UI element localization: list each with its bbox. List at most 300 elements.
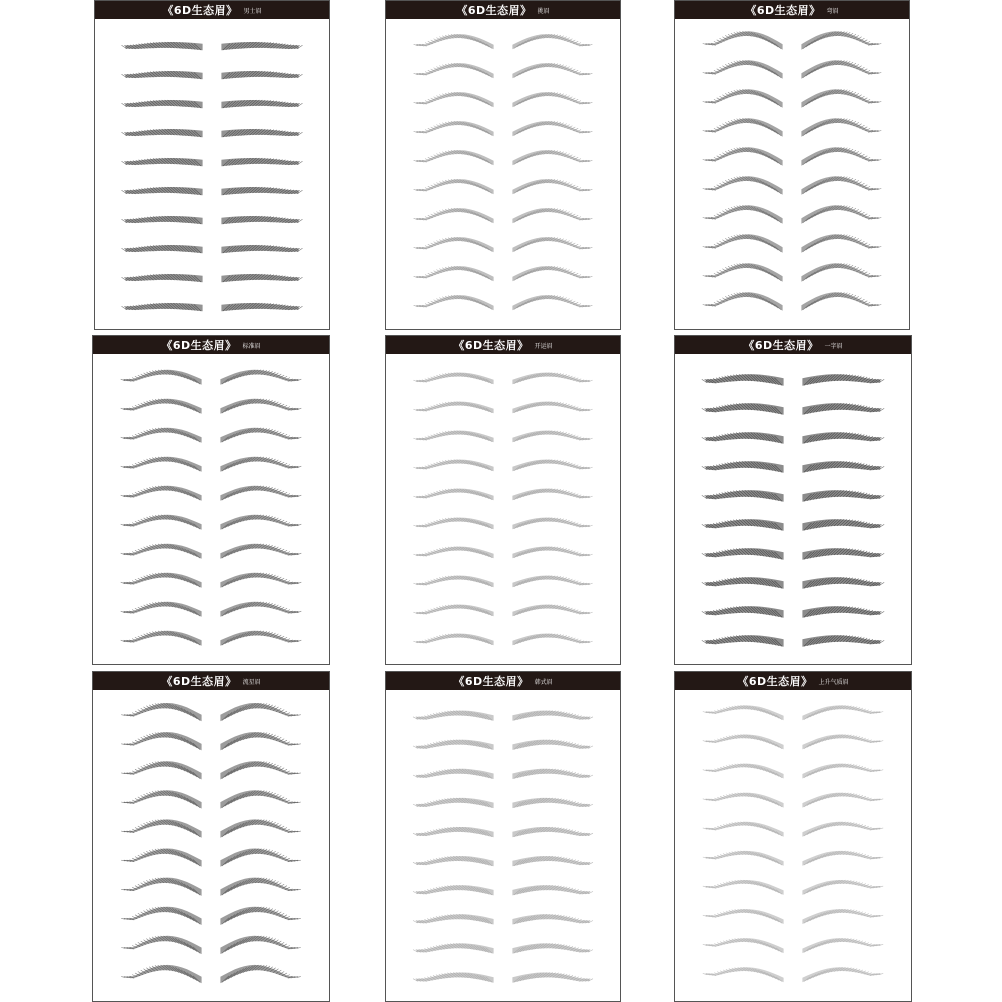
brow-shape [802, 851, 880, 866]
right-eyebrow [512, 373, 592, 385]
right-eyebrow [801, 234, 881, 252]
left-eyebrow [703, 735, 784, 750]
right-eyebrow [512, 63, 592, 78]
eyebrow-pairs-svg [386, 19, 620, 329]
right-eyebrow [802, 909, 883, 924]
brow-shape [220, 631, 298, 646]
left-eyebrow [703, 705, 784, 720]
right-eyebrow [220, 573, 301, 588]
left-eyebrow [414, 34, 494, 49]
left-eyebrow [121, 515, 202, 530]
left-eyebrow [121, 370, 202, 385]
sheet-header [675, 672, 911, 690]
sheet-subtitle: 开运眉 [534, 342, 553, 350]
brow-shape [801, 176, 878, 194]
left-eyebrow [702, 606, 784, 618]
eyebrow-sheet-9 [674, 671, 912, 1002]
eyebrow-sheet-4 [92, 335, 330, 665]
right-eyebrow [221, 129, 302, 137]
eyebrow-grid [386, 690, 620, 1001]
brow-shape [705, 205, 782, 223]
left-eyebrow [122, 187, 203, 195]
left-eyebrow [702, 548, 784, 560]
right-eyebrow [221, 303, 302, 311]
brow-shape [705, 31, 782, 49]
right-eyebrow [801, 263, 881, 281]
left-eyebrow [413, 373, 493, 385]
right-eyebrow [802, 851, 883, 866]
right-eyebrow [512, 150, 592, 165]
sheet-subtitle: 一字眉 [824, 342, 843, 350]
brow-shape [705, 292, 782, 310]
brow-shape [220, 732, 298, 750]
left-eyebrow [703, 822, 784, 837]
left-eyebrow [703, 31, 783, 49]
left-eyebrow [702, 577, 784, 589]
brow-shape [220, 936, 298, 954]
right-eyebrow [512, 518, 592, 530]
left-eyebrow [413, 431, 493, 443]
left-eyebrow [703, 118, 783, 136]
eyebrow-pairs-svg [93, 690, 329, 1001]
eyebrow-pairs-svg [386, 690, 620, 1001]
left-eyebrow [413, 460, 493, 472]
brow-shape [124, 819, 202, 837]
eyebrow-sheet-8 [385, 671, 621, 1002]
brow-shape [220, 849, 298, 867]
left-eyebrow [703, 292, 783, 310]
brow-shape [801, 60, 878, 78]
sheet-subtitle: 标准眉 [242, 342, 261, 350]
left-eyebrow [414, 179, 494, 194]
right-eyebrow [220, 515, 301, 530]
sheet-header [386, 1, 620, 19]
sheet-title: 《6D生态眉》 [161, 675, 237, 688]
brow-shape [220, 790, 298, 808]
brow-shape [706, 822, 784, 837]
right-eyebrow [512, 208, 592, 223]
right-eyebrow [512, 769, 593, 779]
left-eyebrow [702, 490, 784, 502]
right-eyebrow [221, 187, 302, 195]
left-eyebrow [413, 402, 493, 414]
sheet-header [675, 336, 911, 354]
left-eyebrow [703, 147, 783, 165]
left-eyebrow [413, 827, 494, 837]
brow-shape [706, 909, 784, 924]
right-eyebrow [802, 432, 884, 444]
eyebrow-sheet-1 [94, 0, 330, 330]
right-eyebrow [802, 735, 883, 750]
right-eyebrow [512, 402, 592, 414]
right-eyebrow [220, 703, 300, 721]
right-eyebrow [512, 605, 592, 617]
brow-shape [801, 118, 878, 136]
left-eyebrow [413, 605, 493, 617]
eyebrow-grid [675, 690, 911, 1001]
left-eyebrow [121, 573, 202, 588]
left-eyebrow [414, 266, 494, 281]
right-eyebrow [801, 31, 881, 49]
eyebrow-grid [95, 19, 329, 329]
right-eyebrow [220, 457, 301, 472]
right-eyebrow [220, 907, 300, 925]
right-eyebrow [512, 943, 593, 953]
right-eyebrow [512, 460, 592, 472]
left-eyebrow [702, 635, 784, 647]
left-eyebrow [413, 973, 494, 983]
brow-shape [124, 573, 202, 588]
brow-shape [124, 790, 202, 808]
left-eyebrow [122, 303, 203, 311]
left-eyebrow [703, 880, 784, 895]
brow-shape [220, 573, 298, 588]
brow-shape [706, 880, 784, 895]
eyebrow-pairs-svg [386, 354, 620, 664]
brow-shape [801, 234, 878, 252]
left-eyebrow [702, 432, 784, 444]
left-eyebrow [703, 938, 784, 953]
right-eyebrow [512, 973, 593, 983]
brow-shape [220, 819, 298, 837]
brow-shape [220, 703, 298, 721]
left-eyebrow [413, 634, 493, 646]
left-eyebrow [414, 63, 494, 78]
right-eyebrow [512, 179, 592, 194]
left-eyebrow [413, 769, 494, 779]
left-eyebrow [413, 885, 494, 895]
sheet-title: 《6D生态眉》 [453, 675, 529, 688]
right-eyebrow [221, 245, 302, 253]
left-eyebrow [121, 965, 201, 983]
right-eyebrow [221, 100, 302, 108]
left-eyebrow [121, 544, 202, 559]
right-eyebrow [220, 544, 301, 559]
left-eyebrow [703, 176, 783, 194]
brow-shape [801, 205, 878, 223]
eyebrow-grid [93, 354, 329, 664]
right-eyebrow [221, 274, 302, 282]
sheet-title: 《6D生态眉》 [161, 339, 237, 352]
right-eyebrow [802, 577, 884, 589]
eyebrow-grid [675, 19, 909, 329]
sheet-header [93, 336, 329, 354]
eyebrow-pairs-svg [675, 354, 911, 664]
brow-shape [706, 735, 784, 750]
left-eyebrow [121, 602, 202, 617]
brow-shape [801, 89, 878, 107]
eyebrow-pairs-svg [93, 354, 329, 664]
sheet-header [93, 672, 329, 690]
right-eyebrow [512, 576, 592, 588]
left-eyebrow [121, 761, 201, 779]
brow-shape [705, 263, 782, 281]
sheet-subtitle: 挑眉 [537, 7, 550, 15]
right-eyebrow [801, 176, 881, 194]
left-eyebrow [121, 457, 202, 472]
right-eyebrow [802, 880, 883, 895]
left-eyebrow [121, 790, 201, 808]
left-eyebrow [414, 92, 494, 107]
left-eyebrow [121, 907, 201, 925]
right-eyebrow [220, 370, 301, 385]
left-eyebrow [121, 936, 201, 954]
left-eyebrow [703, 851, 784, 866]
brow-shape [124, 631, 202, 646]
left-eyebrow [122, 100, 203, 108]
brow-shape [705, 176, 782, 194]
sheet-subtitle: 上升气质眉 [818, 678, 849, 686]
right-eyebrow [512, 92, 592, 107]
brow-shape [124, 370, 202, 385]
right-eyebrow [512, 547, 592, 559]
left-eyebrow [703, 205, 783, 223]
left-eyebrow [413, 856, 494, 866]
brow-shape [706, 938, 784, 953]
brow-shape [801, 147, 878, 165]
right-eyebrow [221, 42, 302, 50]
brow-shape [220, 602, 298, 617]
brow-shape [802, 793, 880, 808]
brow-shape [706, 793, 784, 808]
right-eyebrow [801, 60, 881, 78]
right-eyebrow [220, 849, 300, 867]
sheet-title: 《6D生态眉》 [745, 4, 821, 17]
brow-shape [220, 965, 298, 983]
brow-shape [220, 457, 298, 472]
sheet-title: 《6D生态眉》 [737, 675, 813, 688]
left-eyebrow [413, 798, 494, 808]
right-eyebrow [512, 295, 592, 310]
brow-shape [220, 515, 298, 530]
right-eyebrow [801, 292, 881, 310]
brow-shape [802, 909, 880, 924]
left-eyebrow [121, 878, 201, 896]
right-eyebrow [802, 374, 884, 386]
brow-shape [124, 515, 202, 530]
brow-shape [220, 486, 298, 501]
left-eyebrow [121, 703, 201, 721]
eyebrow-grid [386, 354, 620, 664]
eyebrow-grid [93, 690, 329, 1001]
left-eyebrow [121, 819, 201, 837]
right-eyebrow [220, 761, 300, 779]
left-eyebrow [413, 547, 493, 559]
brow-shape [802, 705, 880, 720]
brow-shape [801, 263, 878, 281]
right-eyebrow [802, 635, 884, 647]
right-eyebrow [512, 885, 593, 895]
right-eyebrow [802, 519, 884, 531]
right-eyebrow [802, 822, 883, 837]
brow-shape [705, 147, 782, 165]
sheet-title: 《6D生态眉》 [743, 339, 819, 352]
brow-shape [802, 880, 880, 895]
left-eyebrow [122, 216, 203, 224]
right-eyebrow [512, 431, 592, 443]
right-eyebrow [801, 118, 881, 136]
sheet-title: 《6D生态眉》 [453, 339, 529, 352]
brow-shape [802, 764, 880, 779]
brow-shape [220, 428, 298, 443]
right-eyebrow [801, 147, 881, 165]
left-eyebrow [121, 486, 202, 501]
right-eyebrow [512, 711, 593, 721]
right-eyebrow [220, 965, 300, 983]
eyebrow-pairs-svg [95, 19, 329, 329]
left-eyebrow [703, 793, 784, 808]
left-eyebrow [122, 129, 203, 137]
right-eyebrow [802, 793, 883, 808]
right-eyebrow [512, 121, 592, 136]
sheet-header [386, 336, 620, 354]
brow-shape [124, 878, 202, 896]
eyebrow-sheet-5 [385, 335, 621, 665]
left-eyebrow [703, 764, 784, 779]
left-eyebrow [413, 740, 494, 750]
left-eyebrow [414, 150, 494, 165]
right-eyebrow [512, 914, 593, 924]
left-eyebrow [702, 374, 784, 386]
brow-shape [705, 89, 782, 107]
brow-shape [124, 399, 202, 414]
right-eyebrow [512, 634, 592, 646]
brow-shape [705, 234, 782, 252]
brow-shape [220, 370, 298, 385]
right-eyebrow [512, 34, 592, 49]
eyebrow-grid [386, 19, 620, 329]
eyebrow-pairs-svg [675, 19, 909, 329]
sheet-subtitle: 男士眉 [243, 7, 262, 15]
eyebrow-sheet-2 [385, 0, 621, 330]
right-eyebrow [512, 798, 593, 808]
right-eyebrow [801, 89, 881, 107]
left-eyebrow [413, 489, 493, 501]
eyebrow-sheet-6 [674, 335, 912, 665]
right-eyebrow [220, 399, 301, 414]
right-eyebrow [802, 548, 884, 560]
eyebrow-sheet-7 [92, 671, 330, 1002]
left-eyebrow [122, 274, 203, 282]
brow-shape [706, 764, 784, 779]
sheet-title: 《6D生态眉》 [162, 4, 238, 17]
left-eyebrow [122, 245, 203, 253]
right-eyebrow [220, 790, 300, 808]
left-eyebrow [702, 461, 784, 473]
right-eyebrow [220, 819, 300, 837]
brow-shape [124, 486, 202, 501]
brow-shape [124, 602, 202, 617]
left-eyebrow [703, 60, 783, 78]
right-eyebrow [512, 489, 592, 501]
left-eyebrow [413, 711, 494, 721]
brow-shape [220, 761, 298, 779]
brow-shape [706, 705, 784, 720]
brow-shape [706, 851, 784, 866]
right-eyebrow [220, 878, 300, 896]
right-eyebrow [220, 732, 300, 750]
brow-shape [801, 31, 878, 49]
left-eyebrow [703, 263, 783, 281]
left-eyebrow [703, 89, 783, 107]
left-eyebrow [121, 849, 201, 867]
right-eyebrow [220, 631, 301, 646]
brow-shape [220, 399, 298, 414]
left-eyebrow [702, 403, 784, 415]
left-eyebrow [413, 943, 494, 953]
sheet-subtitle: 弯眉 [826, 7, 839, 15]
brow-shape [124, 761, 202, 779]
sheet-title: 《6D生态眉》 [456, 4, 532, 17]
left-eyebrow [121, 399, 202, 414]
sheet-header [675, 1, 909, 19]
sheet-header [95, 1, 329, 19]
right-eyebrow [220, 602, 301, 617]
right-eyebrow [512, 740, 593, 750]
left-eyebrow [414, 237, 494, 252]
eyebrow-grid [675, 354, 911, 664]
left-eyebrow [703, 234, 783, 252]
sheet-subtitle: 流星眉 [242, 678, 261, 686]
left-eyebrow [413, 518, 493, 530]
brow-shape [124, 965, 202, 983]
right-eyebrow [512, 237, 592, 252]
right-eyebrow [802, 764, 883, 779]
brow-shape [705, 118, 782, 136]
brow-shape [124, 703, 202, 721]
right-eyebrow [801, 205, 881, 223]
brow-shape [220, 907, 298, 925]
brow-shape [124, 936, 202, 954]
right-eyebrow [512, 266, 592, 281]
brow-shape [124, 457, 202, 472]
left-eyebrow [703, 909, 784, 924]
sheet-subtitle: 韩式眉 [534, 678, 553, 686]
right-eyebrow [221, 71, 302, 79]
left-eyebrow [122, 158, 203, 166]
right-eyebrow [802, 606, 884, 618]
left-eyebrow [121, 631, 202, 646]
brow-shape [124, 849, 202, 867]
right-eyebrow [802, 705, 883, 720]
left-eyebrow [414, 121, 494, 136]
eyebrow-sheet-3 [674, 0, 910, 330]
right-eyebrow [802, 461, 884, 473]
left-eyebrow [413, 914, 494, 924]
brow-shape [124, 907, 202, 925]
left-eyebrow [414, 208, 494, 223]
left-eyebrow [702, 519, 784, 531]
brow-shape [124, 428, 202, 443]
left-eyebrow [122, 71, 203, 79]
right-eyebrow [512, 827, 593, 837]
right-eyebrow [221, 216, 302, 224]
brow-shape [705, 60, 782, 78]
left-eyebrow [121, 428, 202, 443]
right-eyebrow [220, 428, 301, 443]
right-eyebrow [221, 158, 302, 166]
left-eyebrow [414, 295, 494, 310]
brow-shape [801, 292, 878, 310]
brow-shape [802, 822, 880, 837]
right-eyebrow [220, 936, 300, 954]
brow-shape [220, 878, 298, 896]
right-eyebrow [802, 403, 884, 415]
sheet-header [386, 672, 620, 690]
right-eyebrow [220, 486, 301, 501]
brow-shape [220, 544, 298, 559]
right-eyebrow [512, 856, 593, 866]
